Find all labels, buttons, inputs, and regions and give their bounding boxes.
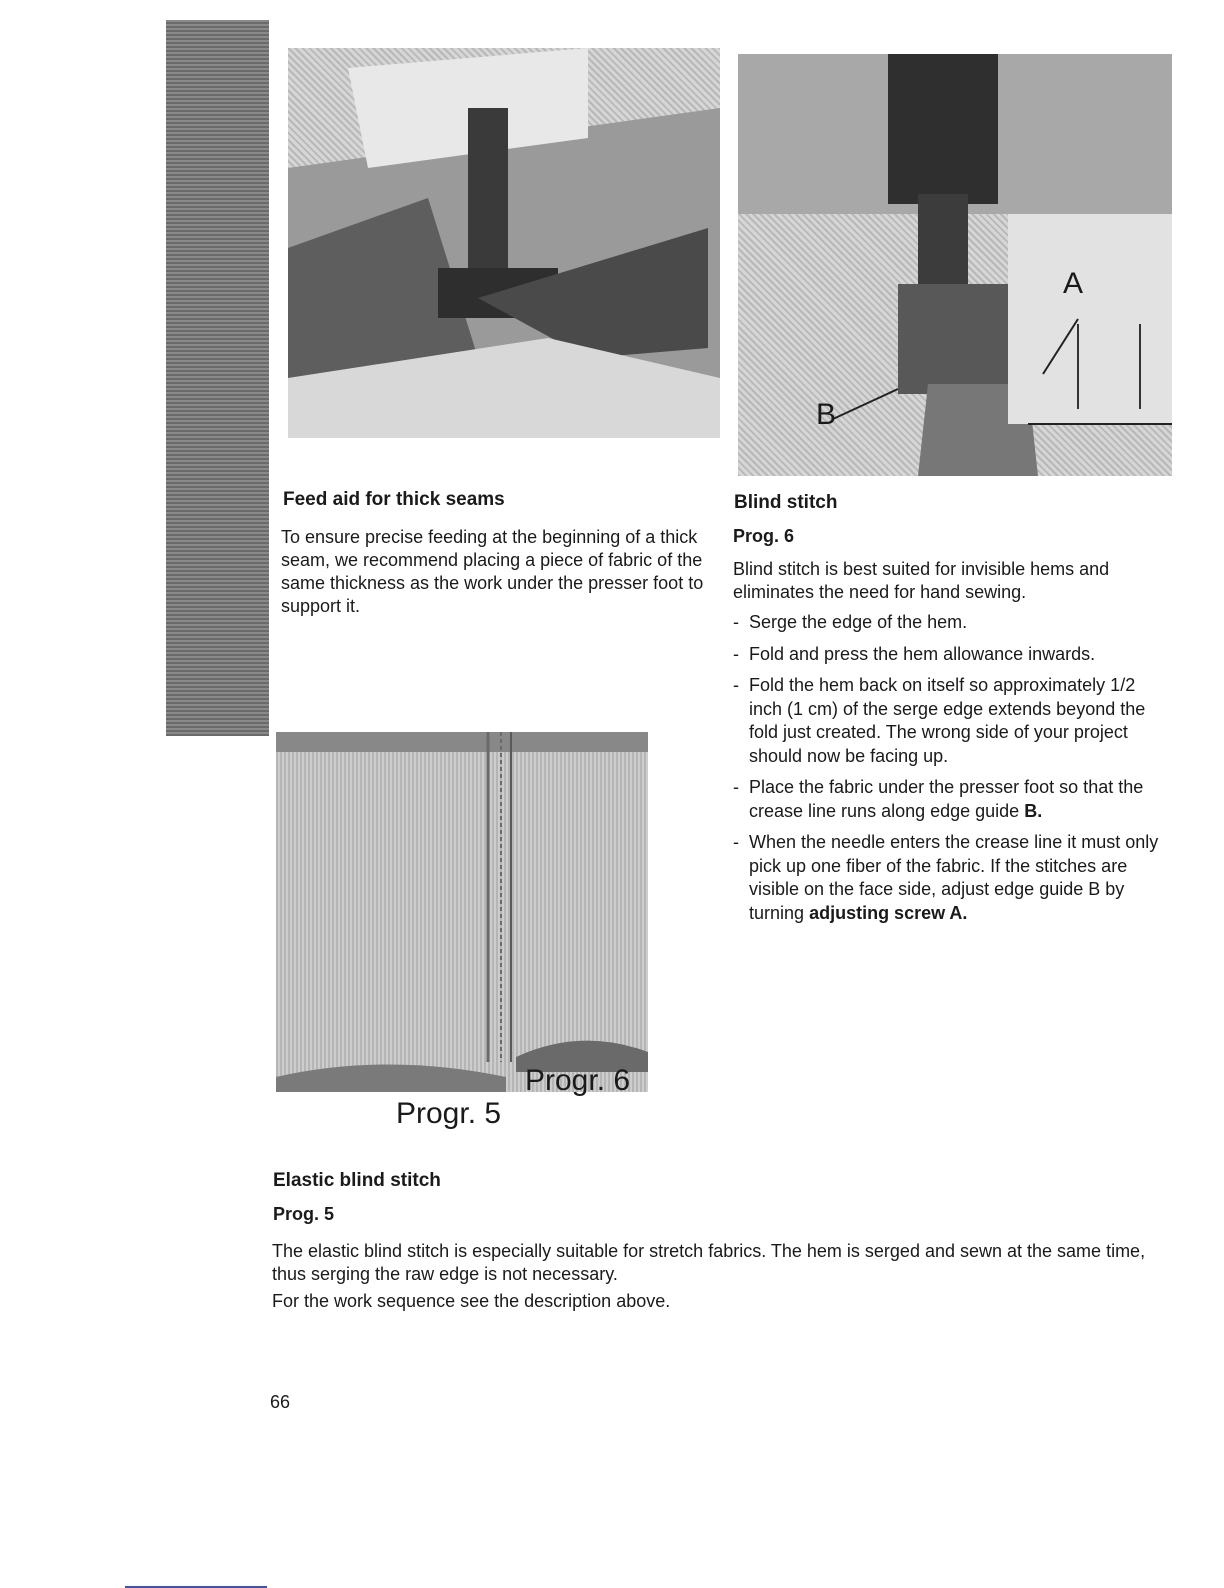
label-progr-5: Progr. 5 [396, 1097, 502, 1130]
edge-guide-ref: B. [1024, 800, 1043, 821]
elastic-blind-stitch-heading: Elastic blind stitch [273, 1170, 441, 1191]
elastic-blind-stitch-note: For the work sequence see the description above. [272, 1291, 671, 1311]
feed-aid-heading: Feed aid for thick seams [283, 489, 505, 510]
blind-stitch-heading: Blind stitch [734, 492, 838, 513]
blind-stitch-foot-photo [738, 54, 1172, 476]
page-number: 66 [270, 1392, 291, 1412]
list-item: - Fold and press the hem allowance inwards. [733, 643, 1165, 667]
list-item: - Fold the hem back on itself so approximately 1/2 inch (1 cm) of the serge edge extends beyond the fold just created. The wrong side of your project should now be facing up. [733, 674, 1165, 768]
step-text: Place the fabric under the presser foot so that the crease line runs along edge guide [749, 777, 1144, 821]
blind-stitch-prog: Prog. 6 [733, 526, 795, 546]
feed-aid-photo [288, 48, 720, 438]
list-item [733, 776, 1165, 823]
elastic-blind-stitch-prog: Prog. 5 [273, 1204, 335, 1224]
hem-samples-photo [276, 732, 648, 1092]
adjusting-screw-ref: adjusting screw A. [809, 902, 968, 923]
elastic-blind-stitch-body: The elastic blind stitch is especially suitable for stretch fabrics. The hem is serged and sewn at the same time, thus serging the raw edge is not necessary. [272, 1241, 1146, 1284]
list-item: - Serge the edge of the hem. [733, 611, 1165, 635]
blind-stitch-steps [733, 611, 1165, 933]
step-text: When the needle enters the crease line it must only pick up one fiber of the fabric. If the stitches are visible on the face side, adjust edge guide B by turning [749, 832, 1159, 923]
callout-b: B [816, 398, 837, 431]
chapter-side-tab [166, 20, 269, 736]
feed-aid-body: To ensure precise feeding at the beginning of a thick seam, we recommend placing a piece of fabric of the same thickness as the work under the presser foot to support it. [281, 527, 704, 616]
callout-a: A [1063, 267, 1084, 300]
list-item [733, 831, 1165, 925]
label-progr-6: Progr. 6 [525, 1064, 631, 1097]
blind-stitch-intro: Blind stitch is best suited for invisible hems and eliminates the need for hand sewing. [733, 559, 1110, 602]
